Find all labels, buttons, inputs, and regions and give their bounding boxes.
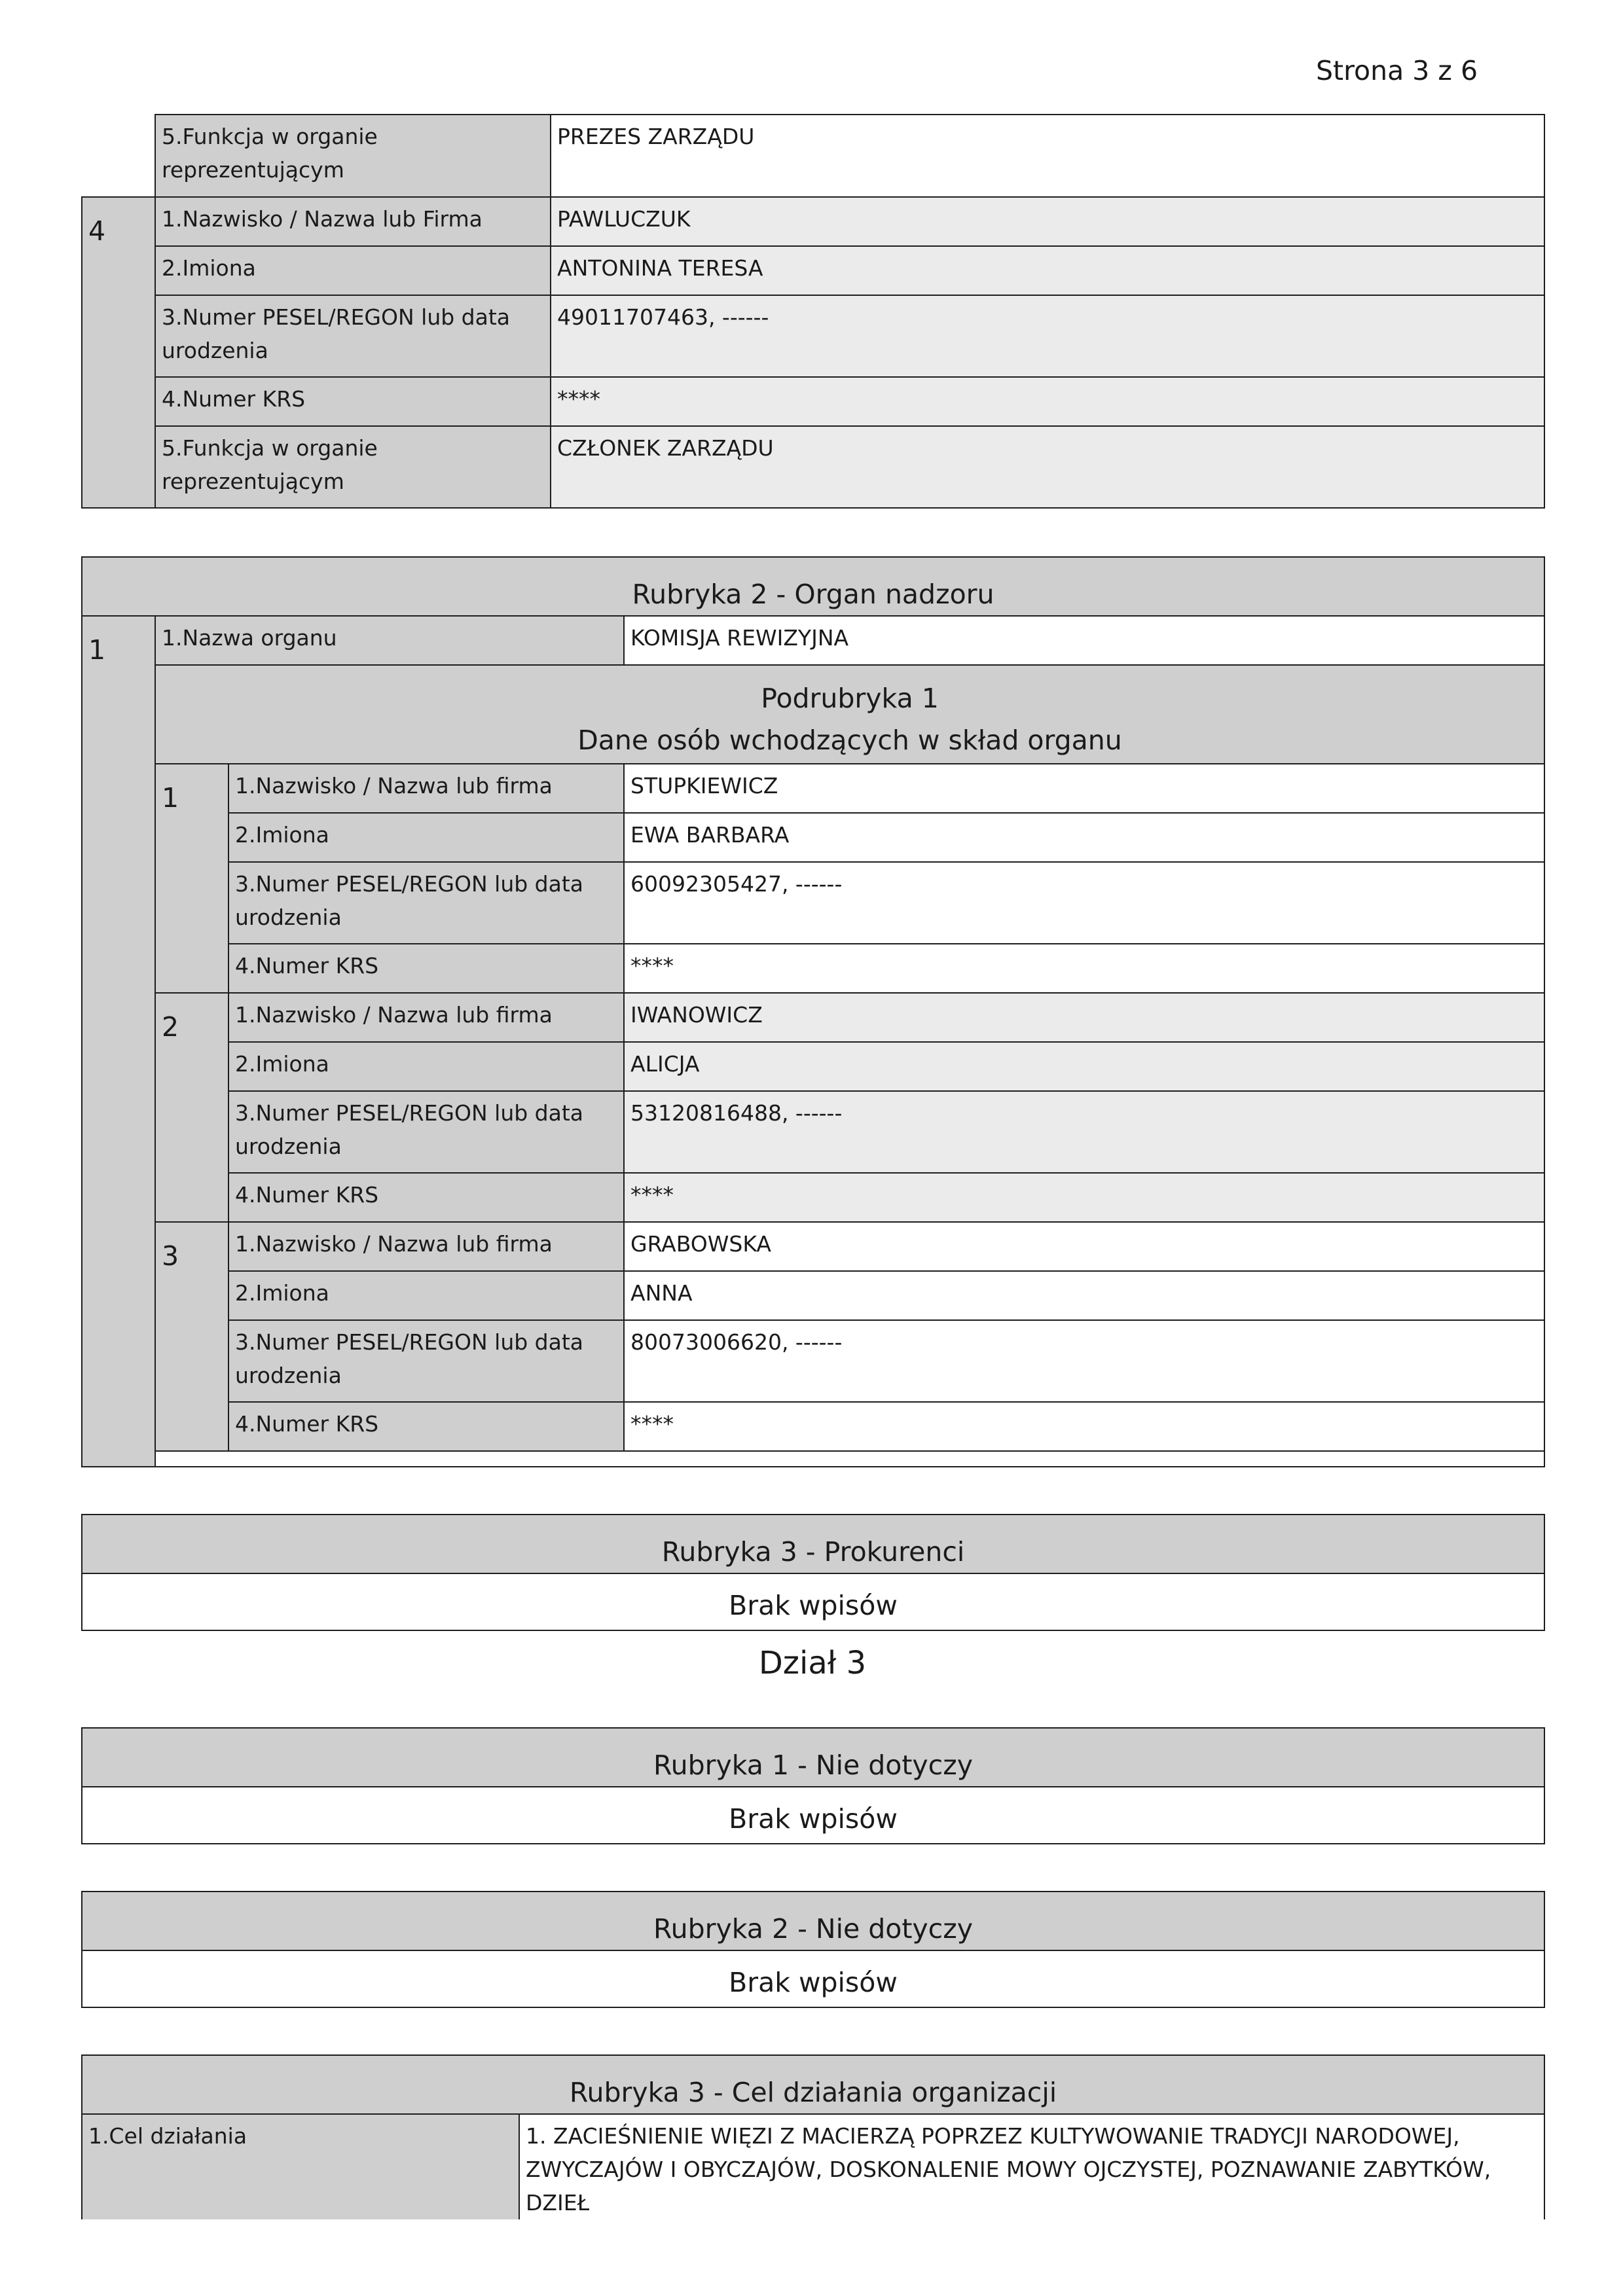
empty-index-cell: [82, 115, 155, 197]
field-label: 1.Nazwisko / Nazwa lub firma: [228, 764, 624, 813]
field-value: ****: [624, 1173, 1544, 1222]
section3-rubric2-table: [81, 1891, 1545, 2008]
empty-entries: Brak wpisów: [82, 1787, 1544, 1844]
field-label: 2.Imiona: [228, 1271, 624, 1320]
supervisory-organ-table: [81, 556, 1545, 1467]
field-value: 53120816488, ------: [624, 1091, 1544, 1173]
subrubric-title-line1: Podrubryka 1: [761, 683, 939, 714]
field-label: 3.Numer PESEL/REGON lub data urodzenia: [155, 295, 551, 377]
field-label: 4.Numer KRS: [228, 1402, 624, 1451]
field-label: 3.Numer PESEL/REGON lub data urodzenia: [228, 1091, 624, 1173]
field-label: 3.Numer PESEL/REGON lub data urodzenia: [228, 862, 624, 944]
field-label: 2.Imiona: [228, 813, 624, 862]
section-title: Dział 3: [758, 1645, 867, 1681]
rubric-title: Rubryka 1 - Nie dotyczy: [82, 1728, 1544, 1787]
field-label: 2.Imiona: [155, 246, 551, 295]
field-value: IWANOWICZ: [624, 993, 1544, 1042]
field-label: 4.Numer KRS: [228, 944, 624, 993]
spacer-row: [155, 1451, 1544, 1467]
section3-rubric3-table: [81, 2054, 1545, 2219]
field-label: 3.Numer PESEL/REGON lub data urodzenia: [228, 1320, 624, 1402]
field-label: 1.Nazwisko / Nazwa lub firma: [228, 1222, 624, 1271]
field-value: ****: [624, 944, 1544, 993]
section3-rubric1-table: [81, 1727, 1545, 1844]
member-index: 3: [155, 1222, 228, 1451]
empty-entries: Brak wpisów: [82, 1573, 1544, 1630]
subrubric-title-line2: Dane osób wchodzących w skład organu: [577, 725, 1122, 756]
member-index: 2: [155, 993, 228, 1222]
rubric-title: Rubryka 3 - Cel działania organizacji: [82, 2055, 1544, 2114]
field-label: 1.Nazwa organu: [155, 616, 624, 665]
field-value: ****: [551, 377, 1544, 426]
field-value: KOMISJA REWIZYJNA: [624, 616, 1544, 665]
member-index: 1: [155, 764, 228, 993]
organ-index: 1: [82, 616, 155, 1467]
field-value: 1. ZACIEŚNIENIE WIĘZI Z MACIERZĄ POPRZEZ KULTYWOWANIE TRADYCJI NARODOWEJ, ZWYCZAJÓW I OBYCZAJÓW, DOSKONALENIE MOWY OJCZYSTEJ, POZNAWANIE ZABYTKÓW, DZIEŁ: [519, 2114, 1544, 2219]
field-label: 1.Cel działania: [82, 2114, 519, 2219]
page-number: Strona 3 z 6: [1316, 55, 1478, 86]
field-value: ANNA: [624, 1271, 1544, 1320]
rubric-title: Rubryka 3 - Prokurenci: [82, 1515, 1544, 1573]
field-value: PREZES ZARZĄDU: [551, 115, 1544, 197]
field-label: 5.Funkcja w organie reprezentującym: [155, 115, 551, 197]
field-value: ANTONINA TERESA: [551, 246, 1544, 295]
field-value: ****: [624, 1402, 1544, 1451]
field-value: 49011707463, ------: [551, 295, 1544, 377]
field-label: 4.Numer KRS: [155, 377, 551, 426]
field-value: EWA BARBARA: [624, 813, 1544, 862]
member-index: 4: [82, 197, 155, 508]
rubric-title: Rubryka 2 - Organ nadzoru: [82, 557, 1544, 616]
field-value: 80073006620, ------: [624, 1320, 1544, 1402]
procurators-table: [81, 1514, 1545, 1631]
board-members-table: [81, 114, 1545, 509]
field-label: 2.Imiona: [228, 1042, 624, 1091]
field-value: 60092305427, ------: [624, 862, 1544, 944]
field-value: ALICJA: [624, 1042, 1544, 1091]
field-label: 5.Funkcja w organie reprezentującym: [155, 426, 551, 508]
field-value: GRABOWSKA: [624, 1222, 1544, 1271]
field-value: PAWLUCZUK: [551, 197, 1544, 246]
field-value: STUPKIEWICZ: [624, 764, 1544, 813]
subrubric-title: [155, 665, 1544, 764]
field-label: 1.Nazwisko / Nazwa lub Firma: [155, 197, 551, 246]
rubric-title: Rubryka 2 - Nie dotyczy: [82, 1892, 1544, 1950]
field-label: 4.Numer KRS: [228, 1173, 624, 1222]
empty-entries: Brak wpisów: [82, 1950, 1544, 2007]
field-value: CZŁONEK ZARZĄDU: [551, 426, 1544, 508]
field-label: 1.Nazwisko / Nazwa lub firma: [228, 993, 624, 1042]
